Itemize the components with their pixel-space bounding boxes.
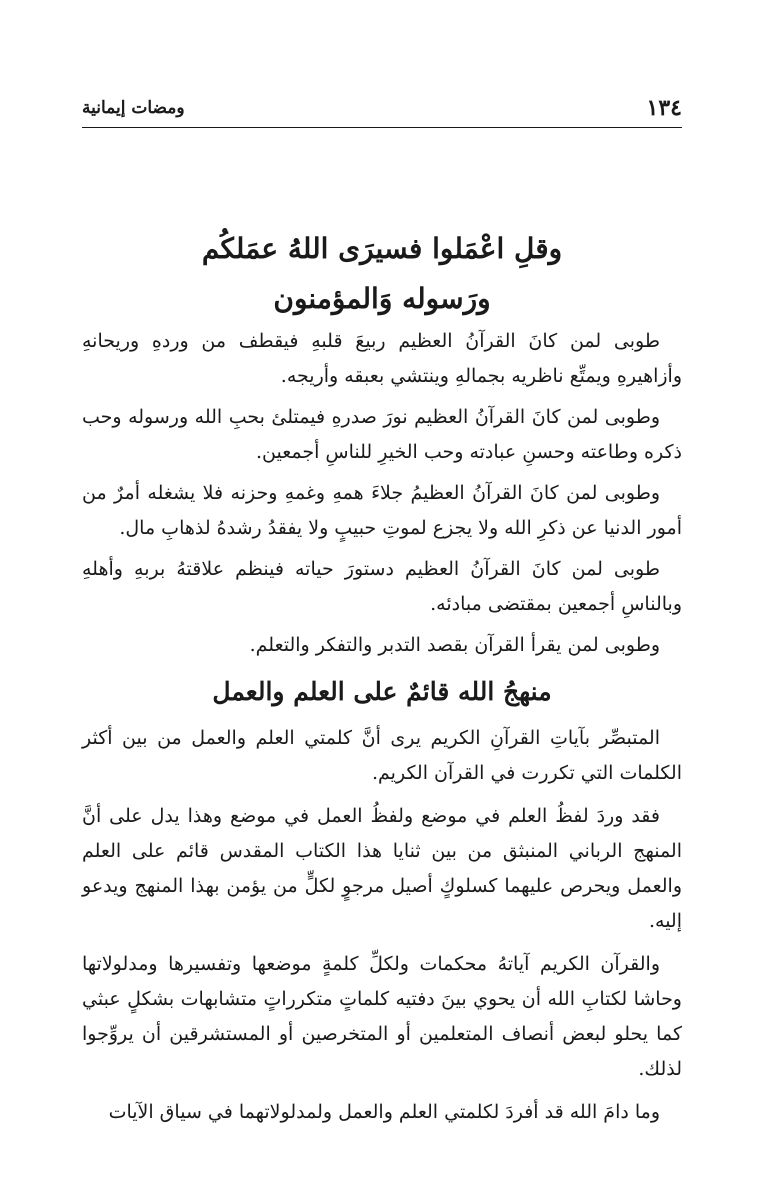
quran-verse-title: [82, 224, 682, 324]
paragraph-7: فقد وردَ لفظُ العلم في موضع ولفظُ العمل في موضع وهذا يدل على أنَّ المنهج الرباني المنبثق من بين ثنايا هذا الكتاب المقدس قائم على العلم والعمل ويحرص عليهما كسلوكٍ أصيل مرجوٍ لكلٍّ من يؤمن بهذا المنهج ويدعو إليه.: [82, 805, 682, 932]
body-text: [82, 324, 682, 1130]
paragraph-1: طوبى لمن كانَ القرآنُ العظيم ربيعَ قلبهِ فيقطف من وردهِ وريحانهِ وأزاهيرهِ ويمتِّع ناظريه بجمالهِ وينتشي بعبقه وأريجه.: [82, 330, 682, 387]
paragraph-9: وما دامَ الله قد أفردَ لكلمتي العلم والعمل ولمدلولاتهما في سياق الآيات: [108, 1101, 660, 1123]
paragraph-2: وطوبى لمن كانَ القرآنُ العظيم نورَ صدرهِ فيمتلئ بحبِ الله ورسوله وحب ذكره وطاعته وحسنِ عبادته وحب الخيرِ للناسِ أجمعين.: [82, 406, 682, 463]
page-number: ١٣٤: [646, 95, 682, 121]
paragraph-4: طوبى لمن كانَ القرآنُ العظيم دستورَ حياته فينظم علاقتهُ بربهِ وأهلهِ وبالناسِ أجمعين بمقتضى مبادئه.: [82, 558, 682, 615]
verse-line-1: وقلِ اعْمَلوا فسيرَى اللهُ عمَلكُم: [201, 232, 563, 265]
verse-line-2: ورَسوله وَالمؤمنون: [273, 282, 491, 315]
paragraph-6: المتبصِّر بآياتِ القرآنِ الكريم يرى أنَّ كلمتي العلم والعمل من بين أكثر الكلمات التي تكررت في القرآن الكريم.: [82, 727, 682, 784]
running-title: ومضات إيمانية: [82, 98, 185, 118]
paragraph-8: والقرآن الكريم آياتهُ محكمات ولكلِّ كلمةٍ موضعها وتفسيرها ومدلولاتها وحاشا لكتابِ الله أن يحوي بينَ دفتيه كلماتٍ متكرراتٍ متشابهات بشكلٍ عبثي كما يحلو لبعض أنصاف المتعلمين أو المتخرصين أو المستشرقين أن يروِّجوا لذلك.: [82, 953, 682, 1080]
paragraph-3: وطوبى لمن كانَ القرآنُ العظيمُ جلاءَ همهِ وغمهِ وحزنه فلا يشغله أمرٌ من أمور الدنيا عن ذكرِ الله ولا يجزع لموتِ حبيبٍ ولا يفقدُ رشدهُ لذهابِ مال.: [82, 482, 682, 539]
paragraph-5: وطوبى لمن يقرأ القرآن بقصد التدبر والتفكر والتعلم.: [249, 634, 660, 656]
header-divider: [82, 127, 682, 128]
page-header: [82, 94, 682, 122]
section-heading: منهجُ الله قائمٌ على العلم والعمل: [212, 677, 552, 706]
